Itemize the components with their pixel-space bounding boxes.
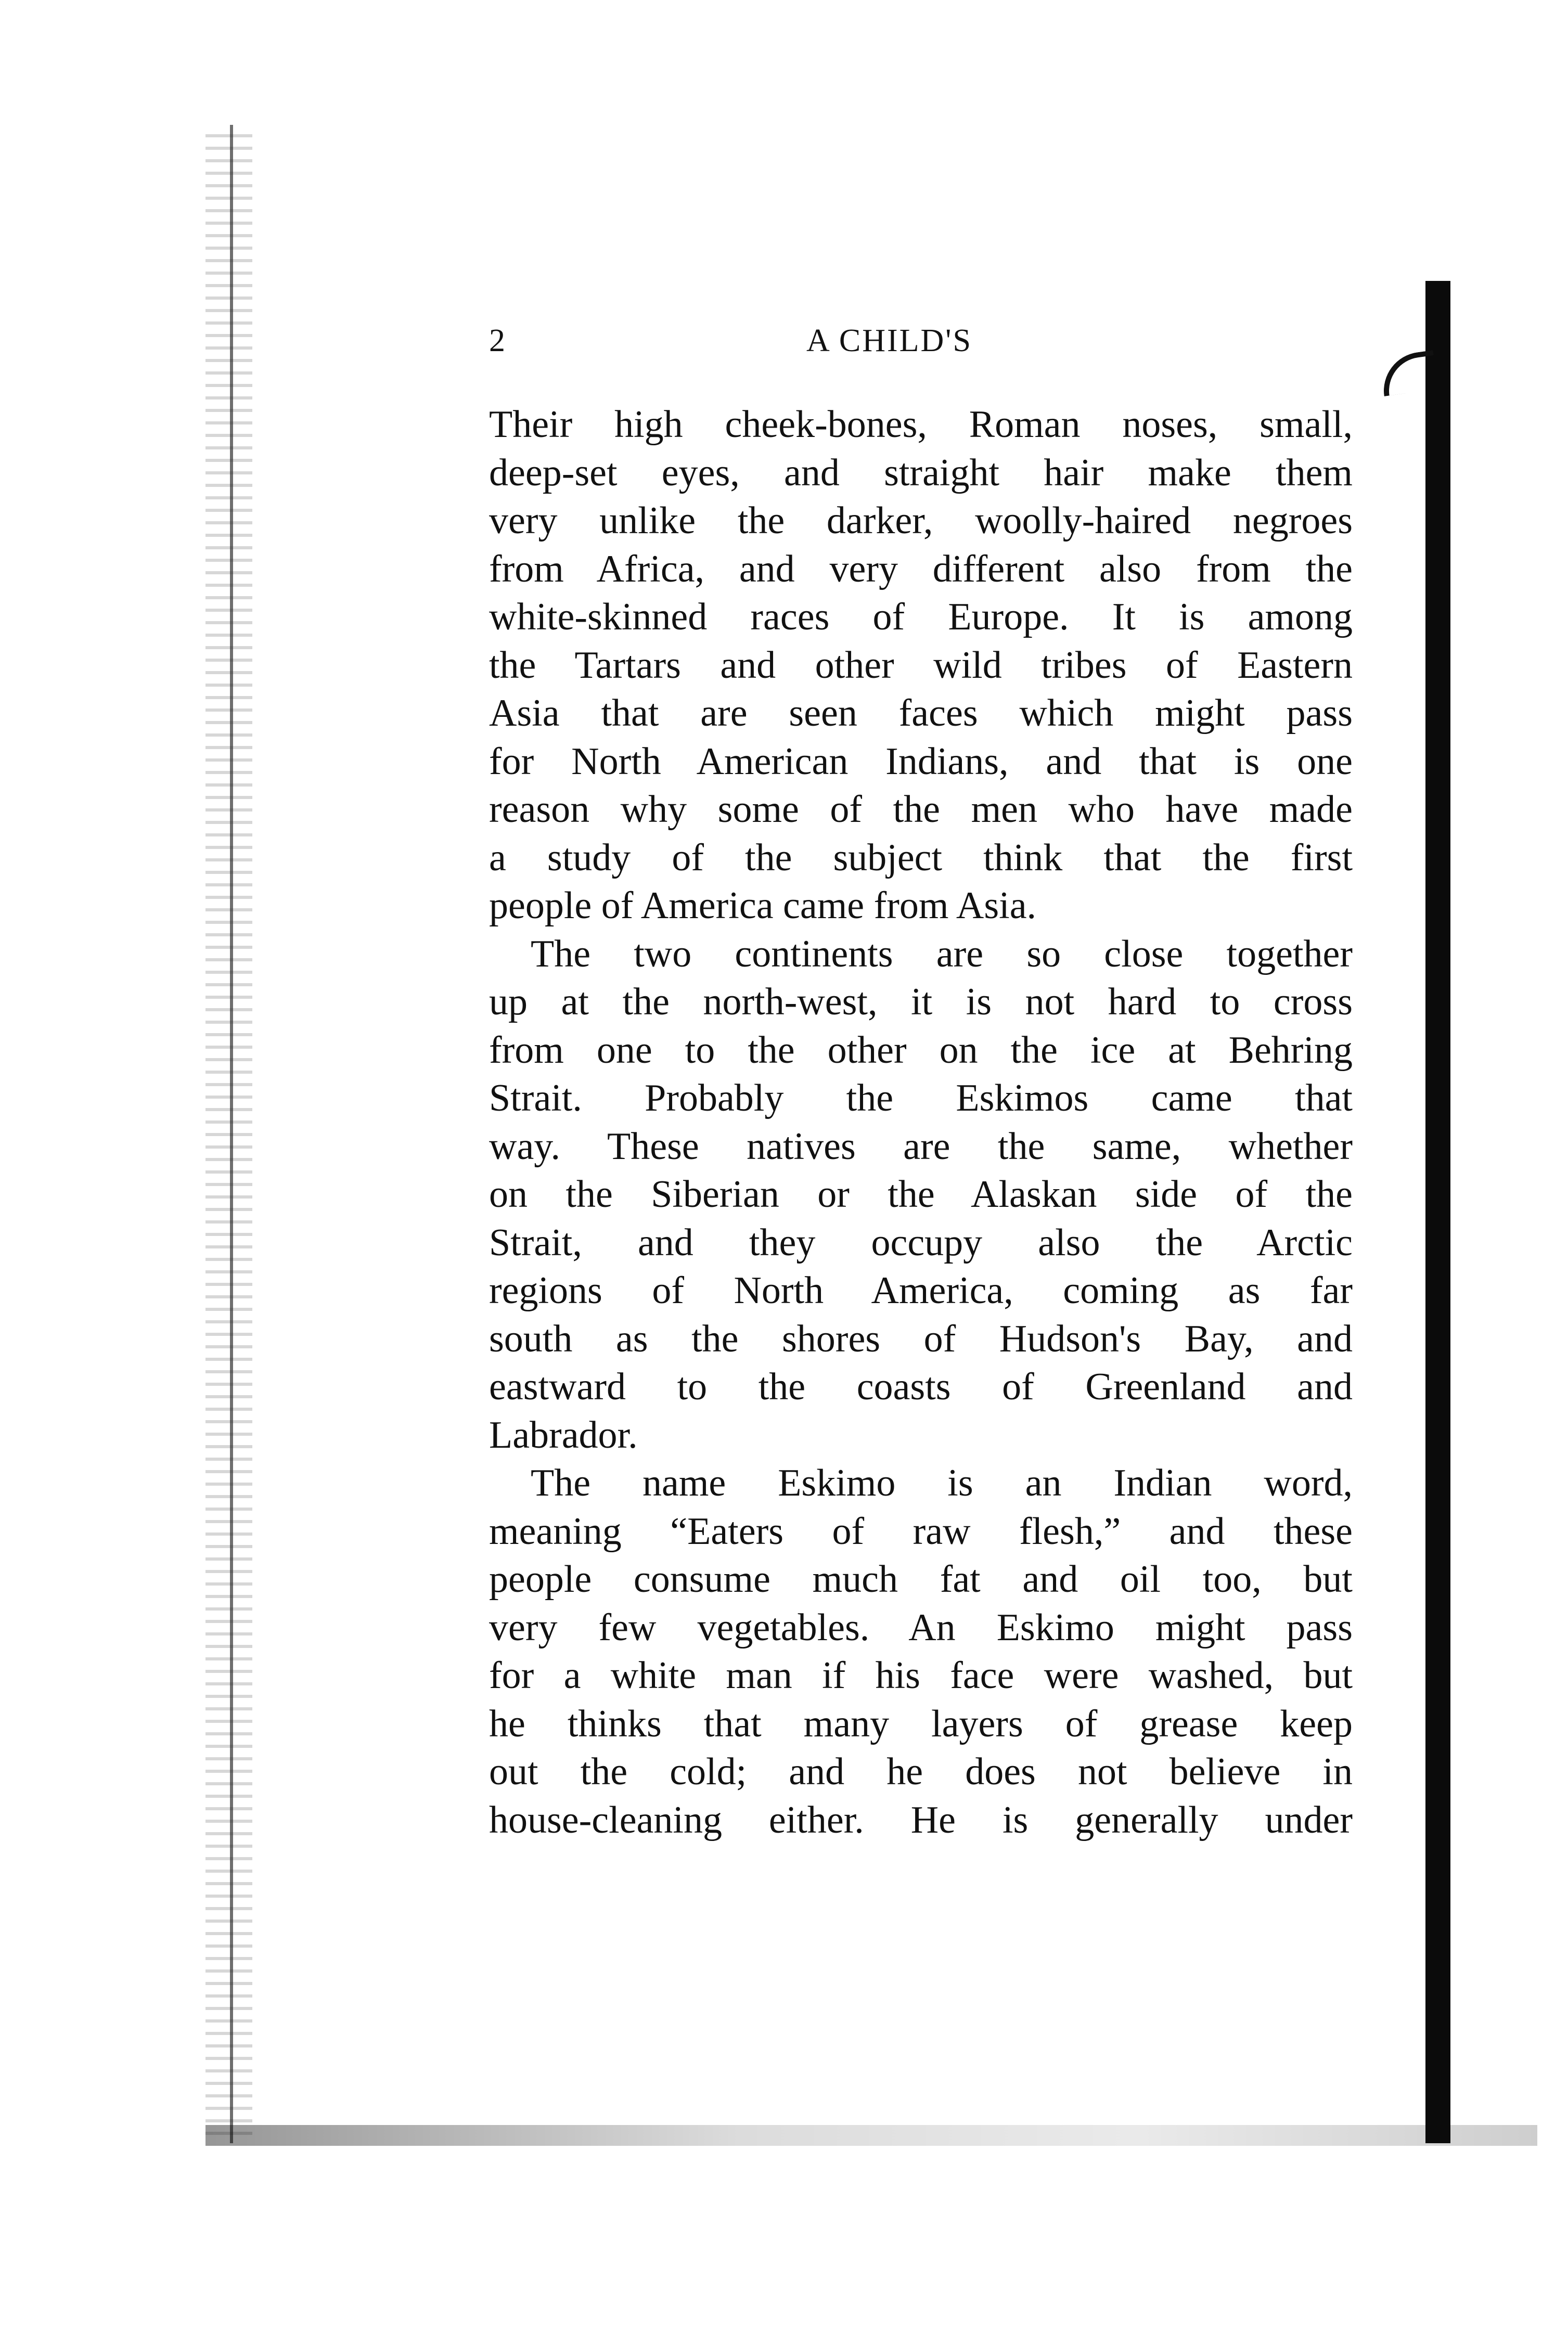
text-line: Strait, and they occupy also the Arctic — [489, 1221, 1353, 1264]
text-line: from Africa, and very different also from the — [489, 547, 1353, 590]
text-line: a study of the subject think that the first — [489, 836, 1353, 879]
running-head — [489, 323, 1353, 369]
text-line: way. These natives are the same, whether — [489, 1125, 1353, 1168]
text-line: Asia that are seen faces which might pass — [489, 692, 1353, 735]
text-line: he thinks that many layers of grease keep — [489, 1702, 1353, 1745]
text-line: people of America came from Asia. — [489, 884, 1037, 927]
book-gutter-shadow — [205, 125, 252, 2143]
page-header-title: A CHILD'S — [806, 323, 972, 358]
text-line: for North American Indians, and that is one — [489, 740, 1353, 783]
text-line: very few vegetables. An Eskimo might pass — [489, 1606, 1353, 1649]
book-spine-line — [230, 125, 233, 2143]
text-line: very unlike the darker, woolly-haired negroes — [489, 499, 1353, 542]
text-line: from one to the other on the ice at Behring — [489, 1028, 1353, 1072]
text-line: the Tartars and other wild tribes of Eastern — [489, 643, 1353, 687]
page-right-edge-bar — [1425, 281, 1450, 2143]
page-bottom-edge — [205, 2125, 1537, 2146]
text-line: Strait. Probably the Eskimos came that — [489, 1077, 1353, 1119]
text-line: The two continents are so close together — [531, 932, 1353, 975]
text-line: south as the shores of Hudson's Bay, and — [489, 1317, 1353, 1360]
text-line: Their high cheek-bones, Roman noses, small, — [489, 403, 1353, 446]
text-line: Labrador. — [489, 1413, 638, 1457]
text-line: reason why some of the men who have made — [489, 788, 1353, 831]
page-number: 2 — [489, 323, 507, 358]
text-line: up at the north-west, it is not hard to cross — [489, 981, 1353, 1023]
text-line: regions of North America, coming as far — [489, 1269, 1353, 1312]
text-line: deep-set eyes, and straight hair make them — [489, 451, 1353, 494]
text-line: for a white man if his face were washed, but — [489, 1654, 1353, 1697]
text-line: meaning “Eaters of raw flesh,” and these — [489, 1510, 1353, 1553]
book-page — [489, 323, 1353, 1844]
text-line: white-skinned races of Europe. It is among — [489, 596, 1353, 638]
text-line: out the cold; and he does not believe in — [489, 1750, 1353, 1793]
text-line: people consume much fat and oil too, but — [489, 1558, 1353, 1601]
paragraph-3 — [489, 1459, 1353, 1844]
paragraph-1 — [489, 401, 1353, 930]
text-line: on the Siberian or the Alaskan side of the — [489, 1173, 1353, 1216]
paragraph-2 — [489, 930, 1353, 1460]
text-line: house-cleaning either. He is generally under — [489, 1798, 1353, 1841]
text-line: eastward to the coasts of Greenland and — [489, 1366, 1353, 1408]
body-text — [489, 401, 1353, 1844]
page-corner-curl — [1379, 350, 1438, 396]
text-line: The name Eskimo is an Indian word, — [531, 1462, 1353, 1504]
